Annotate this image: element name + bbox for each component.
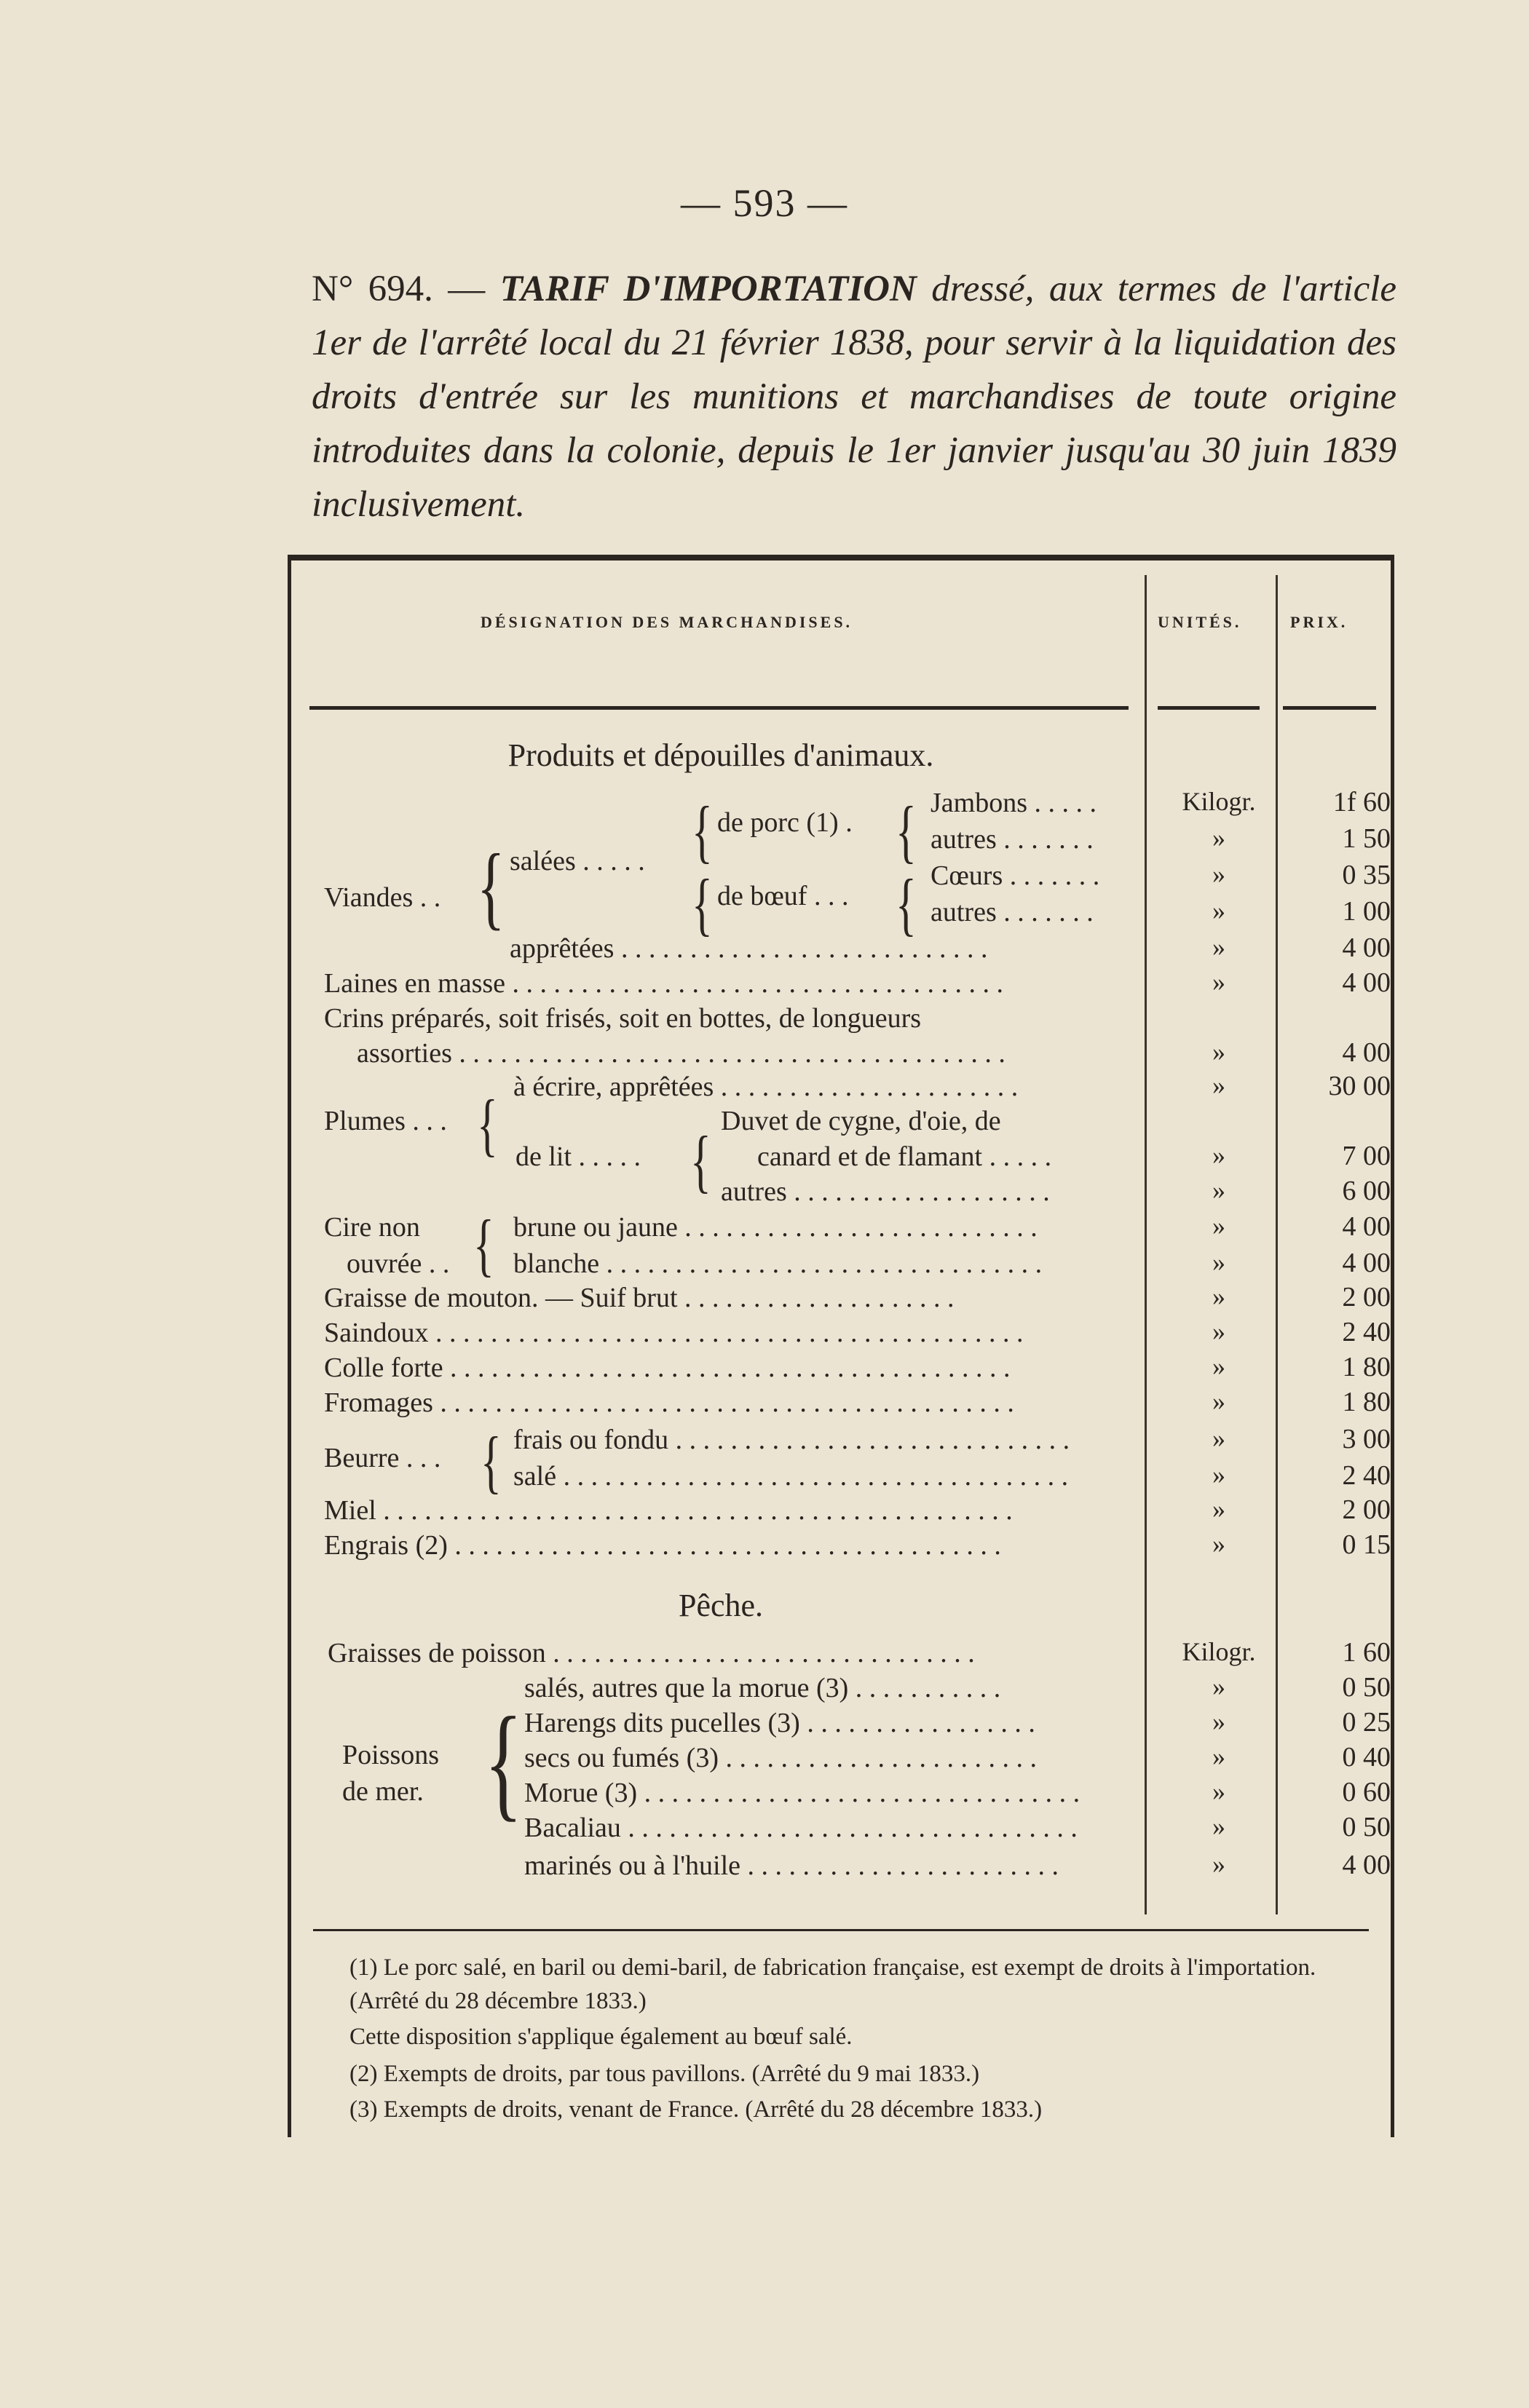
row-price: 1f 60 [1332, 787, 1391, 817]
row-text: autres . . . . . . . [931, 824, 1094, 855]
row-text: assorties . . . . . . . . . . . . . . . . . . . . . . . . . . . . . . . . . . . . . . . . [357, 1038, 1005, 1069]
row-price: 6 00 [1342, 1176, 1391, 1206]
row-unit: » [1212, 1777, 1225, 1806]
row-text: Jambons . . . . . [931, 788, 1097, 818]
row-unit: » [1212, 823, 1225, 852]
row-price: 1 50 [1342, 823, 1391, 854]
footnote-2: (2) Exempts de droits, par tous pavillons. (Arrêté du 9 mai 1833.) [349, 2061, 980, 2087]
row-price: 2 00 [1342, 1282, 1391, 1312]
group-label-de-mer: de mer. [342, 1776, 424, 1807]
row-price: 4 00 [1342, 967, 1391, 998]
row-text: salé . . . . . . . . . . . . . . . . . . . . . . . . . . . . . . . . . . . . . [513, 1461, 1069, 1492]
row-text: Morue (3) . . . . . . . . . . . . . . . . . . . . . . . . . . . . . . . . [524, 1778, 1080, 1808]
row-price: 30 00 [1328, 1071, 1391, 1101]
row-unit: » [1212, 1850, 1225, 1879]
row-price: 4 00 [1342, 1211, 1391, 1242]
row-text: Bacaliau . . . . . . . . . . . . . . . . . . . . . . . . . . . . . . . . . [524, 1813, 1078, 1843]
brace: { [477, 1086, 498, 1163]
row-unit: » [1212, 1037, 1225, 1066]
group-label-poissons: Poissons [342, 1740, 440, 1770]
tariff-title: TARIF D'IMPORTATION [499, 269, 917, 309]
row-price: 0 50 [1342, 1672, 1391, 1703]
row-text: Fromages . . . . . . . . . . . . . . . . . . . . . . . . . . . . . . . . . . . . . . . . . . [324, 1387, 1014, 1418]
row-unit: » [1212, 1317, 1225, 1346]
group-label-viandes: Viandes . . [324, 882, 441, 913]
row-text: Graisses de poisson . . . . . . . . . . . . . . . . . . . . . . . . . . . . . . . [328, 1638, 975, 1668]
page-number: — 593 — [681, 181, 848, 225]
row-unit: » [1212, 932, 1225, 962]
row-price: 1 80 [1342, 1387, 1391, 1417]
row-text: Saindoux . . . . . . . . . . . . . . . . . . . . . . . . . . . . . . . . . . . . . . . . . . . [324, 1318, 1024, 1348]
row-text: Graisse de mouton. — Suif brut . . . . . . . . . . . . . . . . . . . . [324, 1283, 955, 1313]
row-unit: » [1212, 860, 1225, 889]
section-heading-peche: Pêche. [678, 1588, 764, 1623]
row-price: 2 00 [1342, 1494, 1391, 1525]
row-unit: » [1212, 1460, 1225, 1489]
row-unit: » [1212, 1424, 1225, 1453]
footnote-3: (3) Exempts de droits, venant de France. (Arrêté du 28 décembre 1833.) [349, 2096, 1043, 2123]
row-unit: Kilogr. [1182, 787, 1256, 816]
row-unit: » [1212, 1248, 1225, 1277]
row-unit: » [1212, 1352, 1225, 1381]
row-unit: » [1212, 1529, 1225, 1559]
section-heading-animaux: Produits et dépouilles d'animaux. [507, 737, 934, 773]
row-text: frais ou fondu . . . . . . . . . . . . . . . . . . . . . . . . . . . . . [513, 1425, 1070, 1455]
row-text: marinés ou à l'huile . . . . . . . . . . . . . . . . . . . . . . . [524, 1850, 1059, 1881]
column-divider-units [1145, 575, 1147, 1914]
row-text: Crins préparés, soit frisés, soit en bottes, de longueurs [324, 1003, 922, 1034]
row-price: 0 40 [1342, 1742, 1391, 1773]
tariff-heading [312, 262, 1396, 531]
row-price: 0 60 [1342, 1777, 1391, 1807]
brace: { [690, 1122, 711, 1200]
row-unit: » [1212, 896, 1225, 925]
row-text: Duvet de cygne, d'oie, de [721, 1106, 1001, 1136]
row-text: Laines en masse . . . . . . . . . . . . . . . . . . . . . . . . . . . . . . . . . . . . [324, 968, 1004, 999]
group-label-cire: Cire non [324, 1212, 420, 1243]
row-price: 3 00 [1342, 1424, 1391, 1454]
row-unit: » [1212, 1211, 1225, 1240]
header-rule-units [1158, 706, 1260, 710]
row-unit: » [1212, 1141, 1225, 1170]
row-price: 4 00 [1342, 1248, 1391, 1278]
group-label-de-boeuf: de bœuf . . . [717, 881, 849, 911]
tariff-number: N° 694. — [312, 269, 486, 309]
row-price: 1 00 [1342, 896, 1391, 927]
tariff-description: dressé, aux termes de l'article 1er de l'arrêté local du 21 février 1838, pour servir à la liquidation des droits d'entrée sur les munitions et marchandises de toute origine introduites dans la colonie, depuis le 1er janvier jusqu'au 30 juin 1839 inclusivement. [312, 269, 1397, 525]
row-unit: » [1212, 1494, 1225, 1524]
row-price: 4 00 [1342, 1037, 1391, 1068]
footnote-1-cont: Cette disposition s'applique également au bœuf salé. [349, 2024, 853, 2050]
row-price: 2 40 [1342, 1317, 1391, 1347]
brace: { [896, 793, 917, 870]
row-price: 0 35 [1342, 860, 1391, 890]
row-price: 0 50 [1342, 1812, 1391, 1842]
row-text: à écrire, apprêtées . . . . . . . . . . . . . . . . . . . . . . [513, 1072, 1019, 1102]
row-unit: » [1212, 1707, 1225, 1736]
group-label-ouvree: ouvrée . . [347, 1248, 450, 1279]
row-text: Miel . . . . . . . . . . . . . . . . . . . . . . . . . . . . . . . . . . . . . . . . . . . . . . [324, 1495, 1013, 1526]
column-header-price: PRIX. [1290, 613, 1348, 631]
group-label-de-porc: de porc (1) . [717, 807, 853, 838]
row-text: salés, autres que la morue (3) . . . . . . . . . . . [524, 1673, 1001, 1703]
row-unit: » [1212, 1387, 1225, 1416]
footnote-rule [313, 1929, 1369, 1931]
group-label-salees: salées . . . . . [510, 846, 645, 876]
column-header-units: UNITÉS. [1158, 613, 1242, 631]
header-rule [309, 706, 1129, 710]
row-unit: » [1212, 1176, 1225, 1205]
row-text: autres . . . . . . . [931, 897, 1094, 927]
row-text: Engrais (2) . . . . . . . . . . . . . . . . . . . . . . . . . . . . . . . . . . . . . . . . [324, 1530, 1001, 1561]
row-unit: » [1212, 1812, 1225, 1841]
row-text: Colle forte . . . . . . . . . . . . . . . . . . . . . . . . . . . . . . . . . . . . . . . . . [324, 1352, 1011, 1383]
group-label-beurre: Beurre . . . [324, 1443, 441, 1473]
brace: { [896, 866, 917, 943]
row-text: canard et de flamant . . . . . [757, 1141, 1052, 1172]
row-text: brune ou jaune . . . . . . . . . . . . . . . . . . . . . . . . . . [513, 1212, 1038, 1243]
row-text: secs ou fumés (3) . . . . . . . . . . . . . . . . . . . . . . . [524, 1743, 1037, 1773]
row-price: 4 00 [1342, 932, 1391, 963]
row-price: 1 80 [1342, 1352, 1391, 1382]
brace: { [692, 866, 713, 943]
row-unit: » [1212, 1282, 1225, 1311]
row-unit: » [1212, 967, 1225, 997]
brace: { [473, 1206, 494, 1283]
row-text: blanche . . . . . . . . . . . . . . . . . . . . . . . . . . . . . . . . [513, 1248, 1043, 1279]
row-unit: » [1212, 1742, 1225, 1771]
group-label-de-lit: de lit . . . . . [515, 1141, 641, 1172]
group-label-plumes: Plumes . . . [324, 1106, 447, 1136]
row-price: 2 40 [1342, 1460, 1391, 1491]
brace: { [477, 836, 505, 940]
row-text: autres . . . . . . . . . . . . . . . . . . . [721, 1176, 1050, 1207]
row-unit: » [1212, 1672, 1225, 1701]
row-text: Cœurs . . . . . . . [931, 860, 1100, 891]
row-price: 0 15 [1342, 1529, 1391, 1560]
brace: { [481, 1423, 502, 1500]
row-unit: Kilogr. [1182, 1637, 1256, 1666]
footnote-1: (1) Le porc salé, en baril ou demi-baril, de fabrication française, est exempt de droits à l'importation. (Arrêté du 28 décembre 1833.) [349, 1954, 1316, 2014]
header-rule-price [1283, 706, 1376, 710]
row-price: 1 60 [1342, 1637, 1391, 1668]
row-price: 4 00 [1342, 1850, 1391, 1880]
row-text: apprêtées . . . . . . . . . . . . . . . . . . . . . . . . . . . [510, 933, 988, 964]
brace: { [484, 1690, 523, 1833]
column-header-designation: DÉSIGNATION DES MARCHANDISES. [481, 613, 853, 631]
row-price: 0 25 [1342, 1707, 1391, 1738]
row-text: Harengs dits pucelles (3) . . . . . . . . . . . . . . . . . [524, 1708, 1035, 1738]
row-price: 7 00 [1342, 1141, 1391, 1171]
brace: { [692, 793, 713, 870]
row-unit: » [1212, 1071, 1225, 1100]
